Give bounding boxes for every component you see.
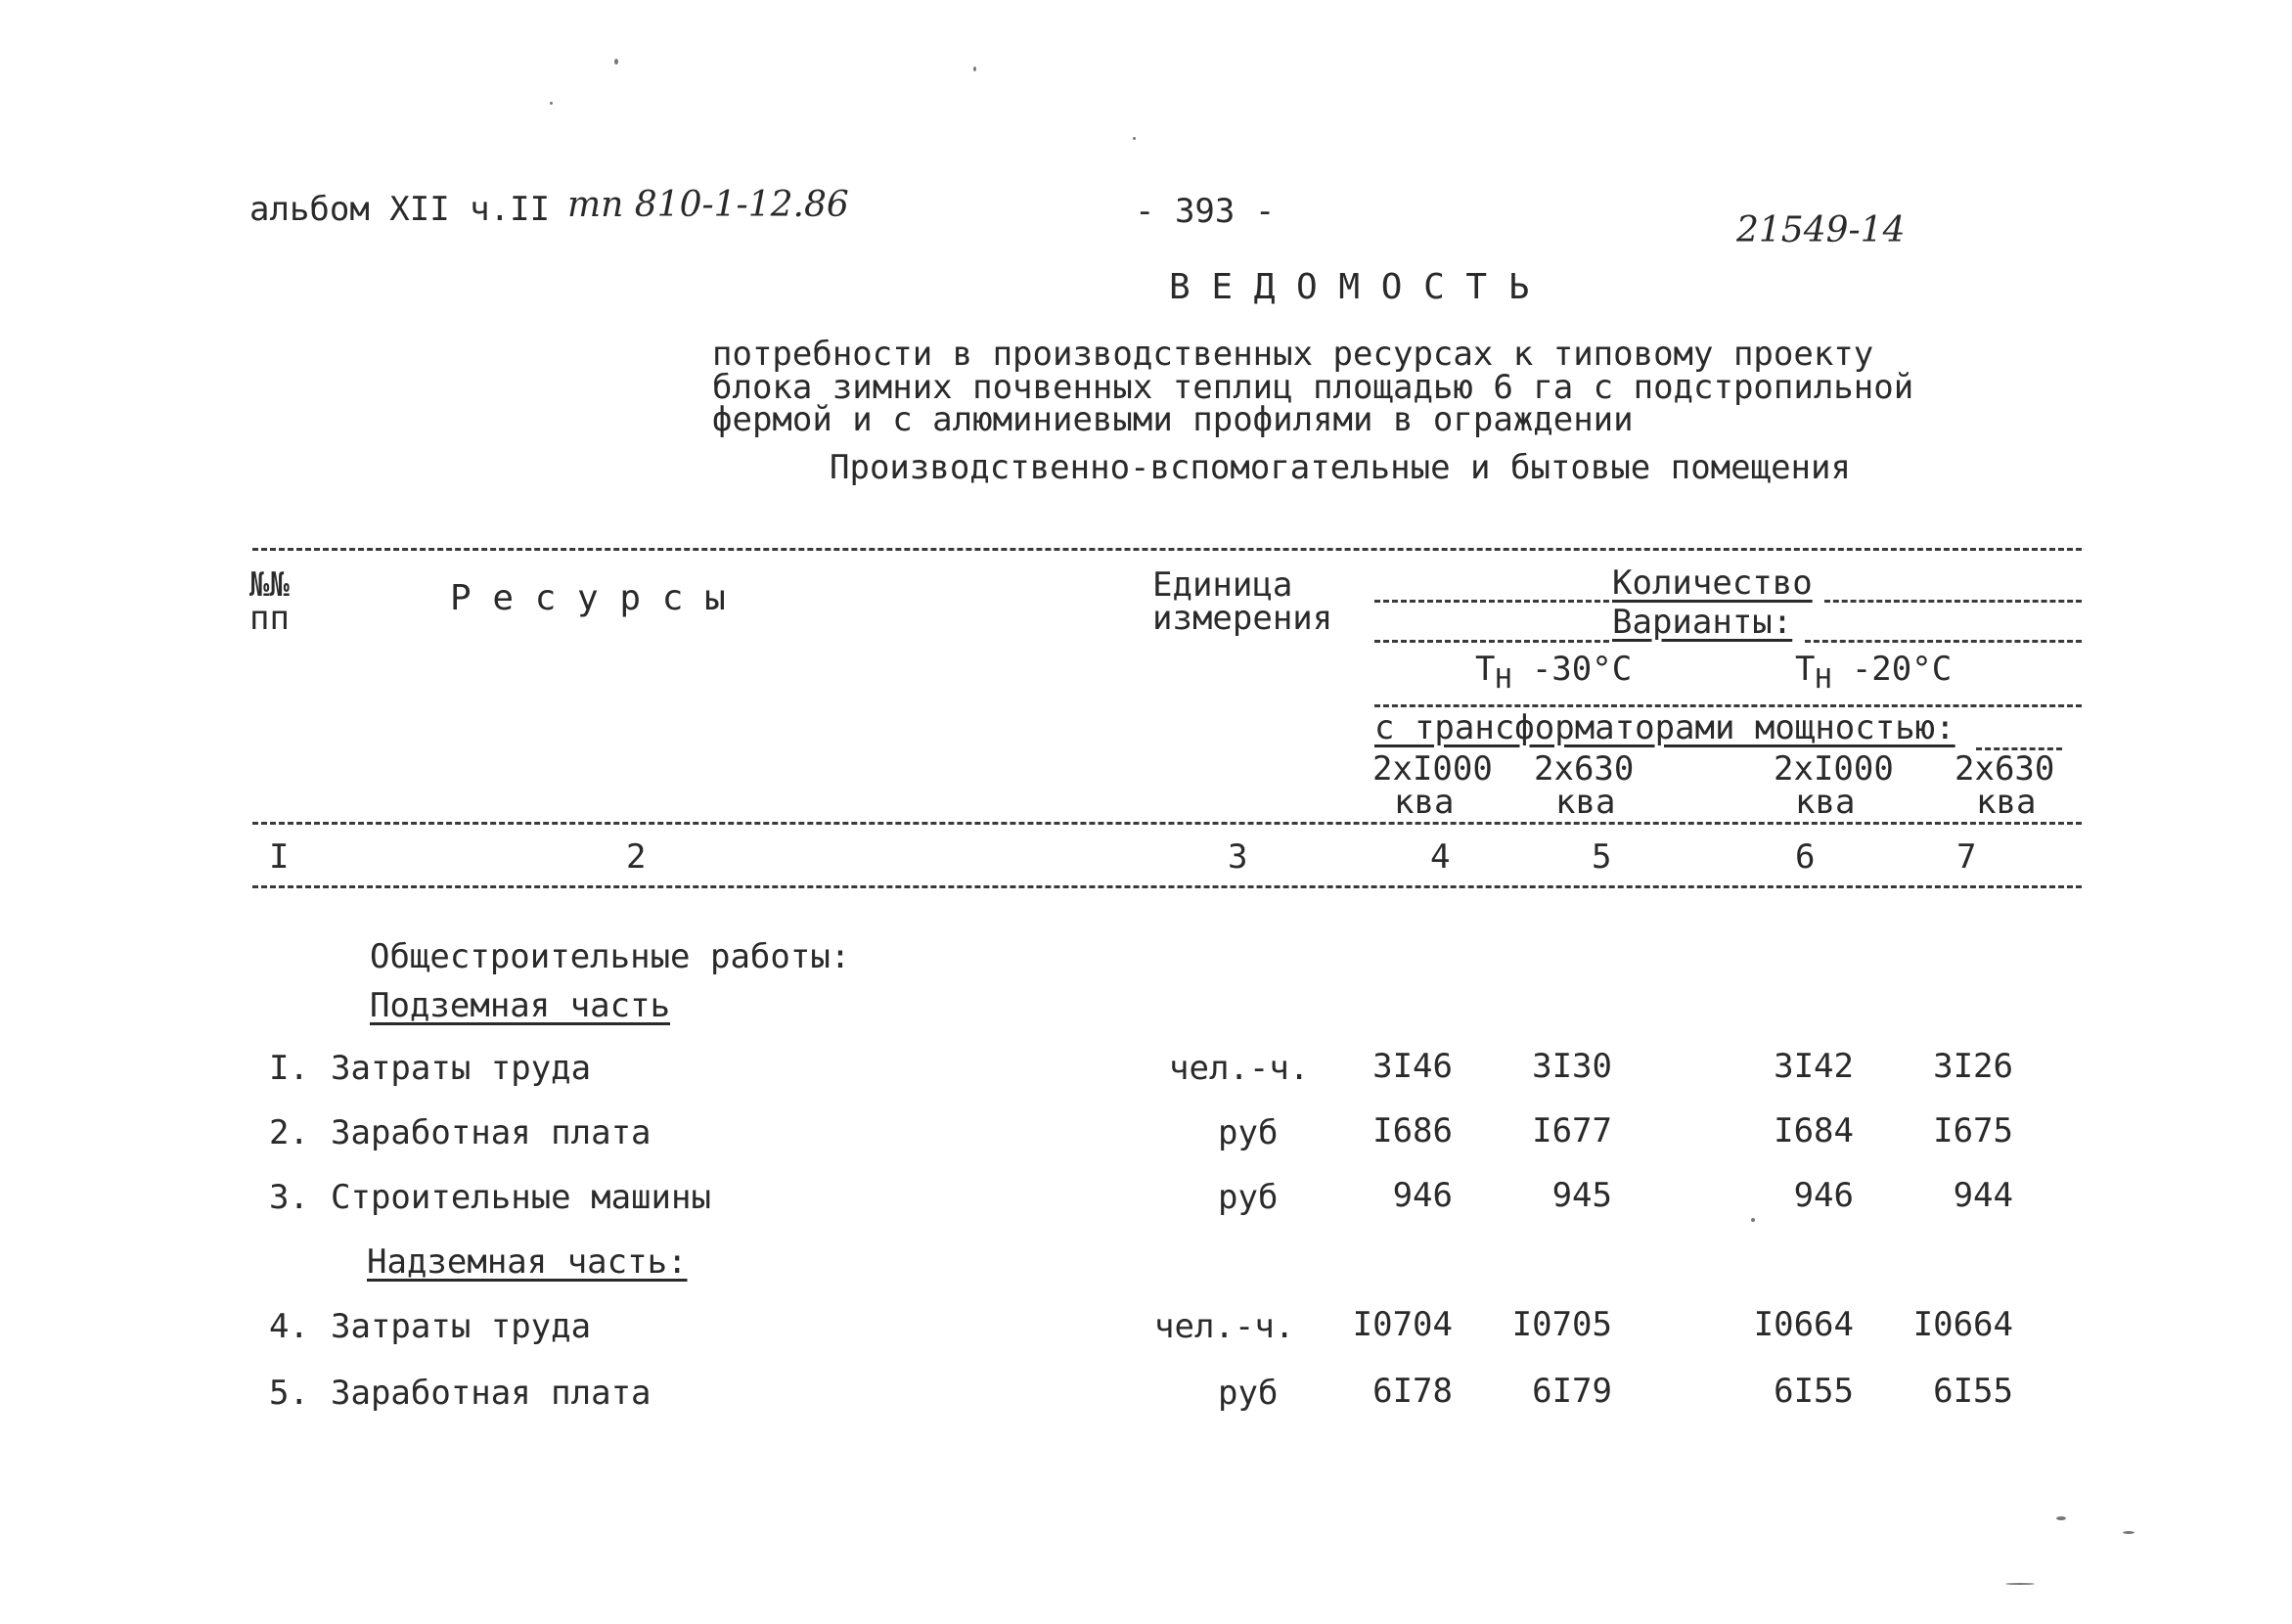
- quantity-rule-left: [1374, 600, 1609, 603]
- row-4-col4: I0704: [1352, 1305, 1453, 1344]
- unit-header-1: Единица: [1152, 565, 1293, 605]
- col5-power: 2х630: [1534, 749, 1635, 789]
- document-title: В Е Д О М О С Т Ь: [1169, 267, 1530, 307]
- col7-unit: ква: [1976, 783, 2037, 822]
- row-1-col5: 3I30: [1532, 1047, 1612, 1086]
- col7-power: 2х630: [1955, 749, 2055, 789]
- row-3-col7: 944: [1953, 1176, 2013, 1215]
- quantity-header: Количество: [1612, 564, 1813, 603]
- temp-sub-2: Н: [1815, 661, 1832, 695]
- row-2-unit: руб: [1218, 1113, 1279, 1152]
- row-1-unit: чел.-ч.: [1169, 1049, 1310, 1088]
- row-1-col4: 3I46: [1372, 1047, 1453, 1086]
- row-3-name: Строительные машины: [331, 1178, 711, 1217]
- row-3-number: 3.: [269, 1178, 309, 1217]
- row-1-col7: 3I26: [1933, 1047, 2013, 1086]
- temp-symbol-2: Т: [1795, 650, 1816, 689]
- variants-rule-right: [1805, 640, 2082, 643]
- row-2-col6: I684: [1774, 1111, 1854, 1150]
- scan-speck: [2056, 1516, 2066, 1520]
- temp-variant-1: [1475, 652, 1632, 697]
- row-2-name: Заработная плата: [331, 1113, 652, 1152]
- col5-unit: ква: [1555, 783, 1616, 822]
- scan-speck: [550, 102, 553, 105]
- num-header-1: №№: [249, 565, 290, 605]
- temp-sub-1: Н: [1495, 661, 1512, 695]
- temp-variant-2: [1795, 652, 1952, 697]
- resources-header: Р е с у р с ы: [450, 578, 726, 618]
- page-number: - 393 -: [1135, 192, 1276, 231]
- scan-speck: [2005, 1583, 2035, 1585]
- variants-rule-left: [1374, 640, 1609, 643]
- temp-value-1: -30°С: [1531, 650, 1633, 689]
- col-number-1: I: [269, 837, 290, 877]
- row-2-col4: I686: [1372, 1111, 1453, 1150]
- col6-unit: ква: [1795, 783, 1856, 822]
- col-number-4: 4: [1430, 837, 1451, 877]
- row-3-unit: руб: [1218, 1178, 1279, 1217]
- scan-speck: [1751, 1218, 1755, 1222]
- col-number-7: 7: [1956, 837, 1977, 877]
- num-header-2: пп: [249, 599, 290, 638]
- row-5-col5: 6I79: [1532, 1372, 1612, 1411]
- row-4-name: Затраты труда: [331, 1307, 592, 1346]
- col4-power: 2хI000: [1372, 749, 1493, 789]
- row-4-col6: I0664: [1753, 1305, 1854, 1344]
- temp-symbol-1: Т: [1475, 650, 1496, 689]
- row-2-col7: I675: [1933, 1111, 2013, 1150]
- section-general: Общестроительные работы:: [370, 937, 851, 976]
- col6-power: 2хI000: [1774, 749, 1894, 789]
- col-number-6: 6: [1795, 837, 1816, 877]
- section-aboveground: Надземная часть:: [367, 1242, 688, 1282]
- row-2-number: 2.: [269, 1113, 309, 1152]
- scan-speck: [973, 67, 976, 71]
- row-4-col7: I0664: [1912, 1305, 2013, 1344]
- header-bottom-rule: [252, 822, 2082, 825]
- col-numbers-rule: [252, 885, 2082, 888]
- scan-speck: [2123, 1531, 2135, 1534]
- row-1-number: I.: [269, 1049, 309, 1088]
- row-4-col5: I0705: [1511, 1305, 1612, 1344]
- transformers-header: с трансформаторами мощностью:: [1374, 708, 1955, 747]
- row-4-unit: чел.-ч.: [1154, 1307, 1295, 1346]
- subtitle: Производственно-вспомогательные и бытовые помещения: [830, 448, 1851, 487]
- scan-speck: [1133, 137, 1136, 140]
- col-number-3: 3: [1228, 837, 1248, 877]
- album-label: альбом XII ч.II: [249, 190, 551, 229]
- row-5-col7: 6I55: [1933, 1372, 2013, 1411]
- row-3-col6: 946: [1793, 1176, 1854, 1215]
- row-5-col4: 6I78: [1372, 1372, 1453, 1411]
- row-5-number: 5.: [269, 1374, 309, 1413]
- col4-unit: ква: [1394, 783, 1455, 822]
- temp-value-2: -20°С: [1851, 650, 1953, 689]
- archive-code: 21549-14: [1736, 210, 1906, 250]
- row-3-col5: 945: [1551, 1176, 1612, 1215]
- col-number-2: 2: [626, 837, 647, 877]
- row-5-col6: 6I55: [1774, 1372, 1854, 1411]
- project-code: тп 810-1-12.86: [567, 185, 849, 225]
- quantity-rule-right: [1824, 600, 2082, 603]
- col-number-5: 5: [1592, 837, 1612, 877]
- title-line-1: потребности в производственных ресурсах к типовому проекту: [712, 335, 1874, 374]
- temperature-rule: [1374, 704, 2082, 707]
- section-underground: Подземная часть: [370, 986, 671, 1025]
- scan-speck: [614, 59, 618, 65]
- row-1-name: Затраты труда: [331, 1049, 592, 1088]
- title-line-3: фермой и с алюминиевыми профилями в ограждении: [712, 400, 1634, 439]
- unit-header-2: измерения: [1152, 599, 1333, 638]
- row-2-col5: I677: [1532, 1111, 1612, 1150]
- row-3-col4: 946: [1392, 1176, 1453, 1215]
- table-top-rule: [252, 548, 2082, 551]
- variants-header: Варианты:: [1612, 603, 1793, 642]
- row-5-unit: руб: [1218, 1374, 1279, 1413]
- row-5-name: Заработная плата: [331, 1374, 652, 1413]
- title-line-2: блока зимних почвенных теплиц площадью 6 га с подстропильной: [712, 368, 1914, 407]
- row-4-number: 4.: [269, 1307, 309, 1346]
- row-1-col6: 3I42: [1774, 1047, 1854, 1086]
